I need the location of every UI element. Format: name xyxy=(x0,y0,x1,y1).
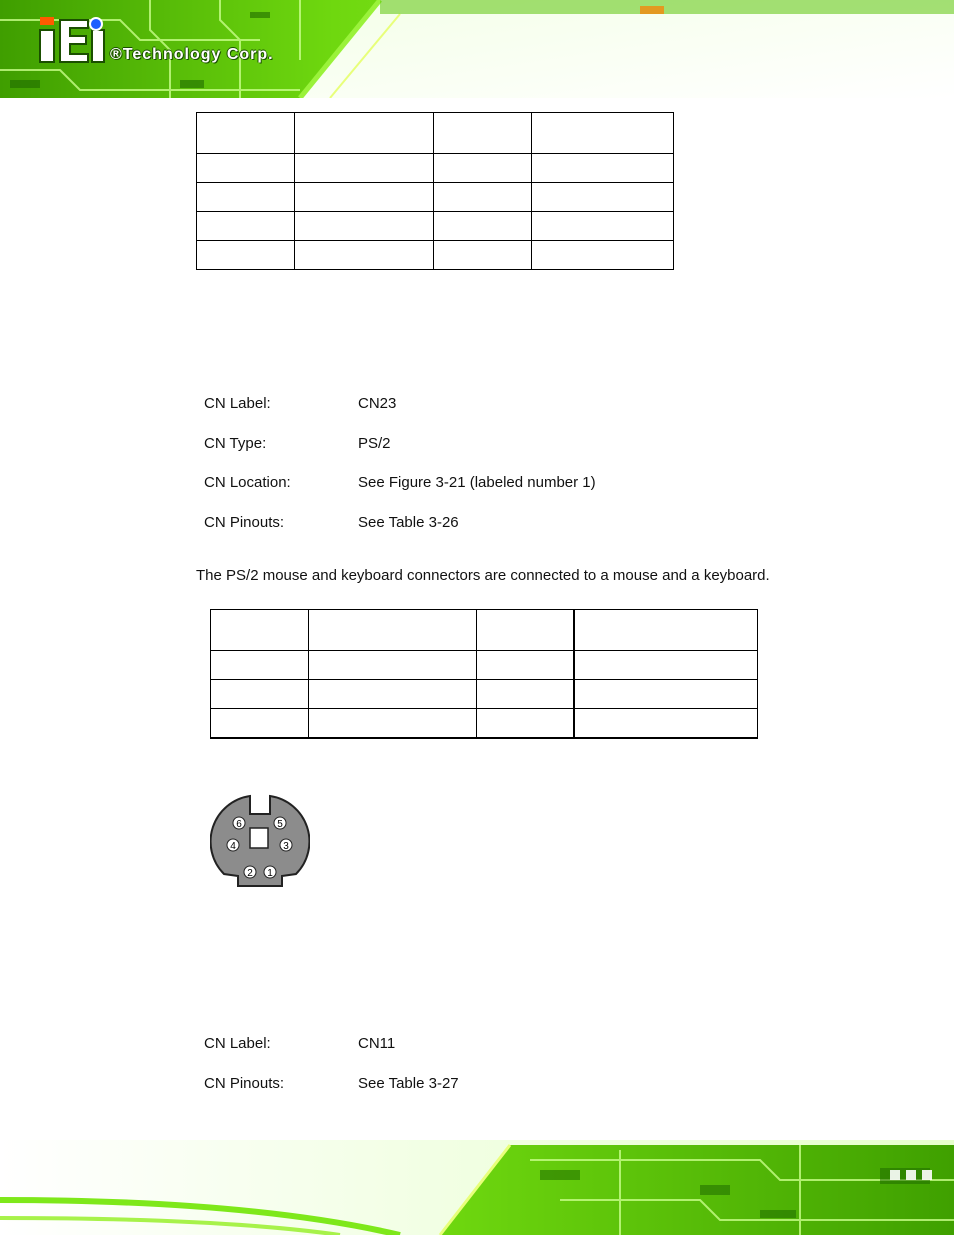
pin-label-3: 3 xyxy=(283,841,289,852)
table-row xyxy=(211,610,758,651)
table-row xyxy=(211,709,758,738)
pin-label-1: 1 xyxy=(267,868,273,879)
table-row xyxy=(211,680,758,709)
pin-label-4: 4 xyxy=(230,841,236,852)
cn-pinouts-label: CN Pinouts: xyxy=(204,514,285,531)
cn-pinouts-value-2: See Table 3-27 xyxy=(358,1075,459,1092)
table-row xyxy=(197,154,674,183)
cn-pinouts-label-2: CN Pinouts: xyxy=(204,1075,285,1092)
ps2-connector-graphic xyxy=(210,792,310,892)
table-row xyxy=(211,651,758,680)
table-row xyxy=(197,212,674,241)
cn-type-label: CN Type: xyxy=(204,435,267,452)
pcb-footer-graphic xyxy=(0,1140,954,1235)
cn-pinouts-value: See Table 3-26 xyxy=(358,514,459,531)
header-banner xyxy=(0,0,954,98)
table-ps2-pinout xyxy=(210,609,758,739)
pin-label-2: 2 xyxy=(247,868,253,879)
table-row xyxy=(197,113,674,154)
table-row xyxy=(197,241,674,270)
logo-text: ®Technology Corp. xyxy=(110,46,274,63)
pin-label-6: 6 xyxy=(236,819,242,830)
table-top xyxy=(196,112,674,270)
table-row xyxy=(197,183,674,212)
cn-type-value: PS/2 xyxy=(358,435,391,452)
pin-label-5: 5 xyxy=(277,819,283,830)
cn-label-label-2: CN Label: xyxy=(204,1035,271,1052)
cn-location-value: See Figure 3-21 (labeled number 1) xyxy=(358,474,596,491)
footer-banner xyxy=(0,1140,954,1235)
cn-label-label: CN Label: xyxy=(204,395,271,412)
cn-label-value-2: CN11 xyxy=(358,1035,396,1052)
description-paragraph: The PS/2 mouse and keyboard connectors are connected to a mouse and a keyboard. xyxy=(196,567,770,584)
ps2-connector-diagram xyxy=(210,792,310,892)
cn-label-value: CN23 xyxy=(358,395,397,412)
cn-location-label: CN Location: xyxy=(204,474,291,491)
